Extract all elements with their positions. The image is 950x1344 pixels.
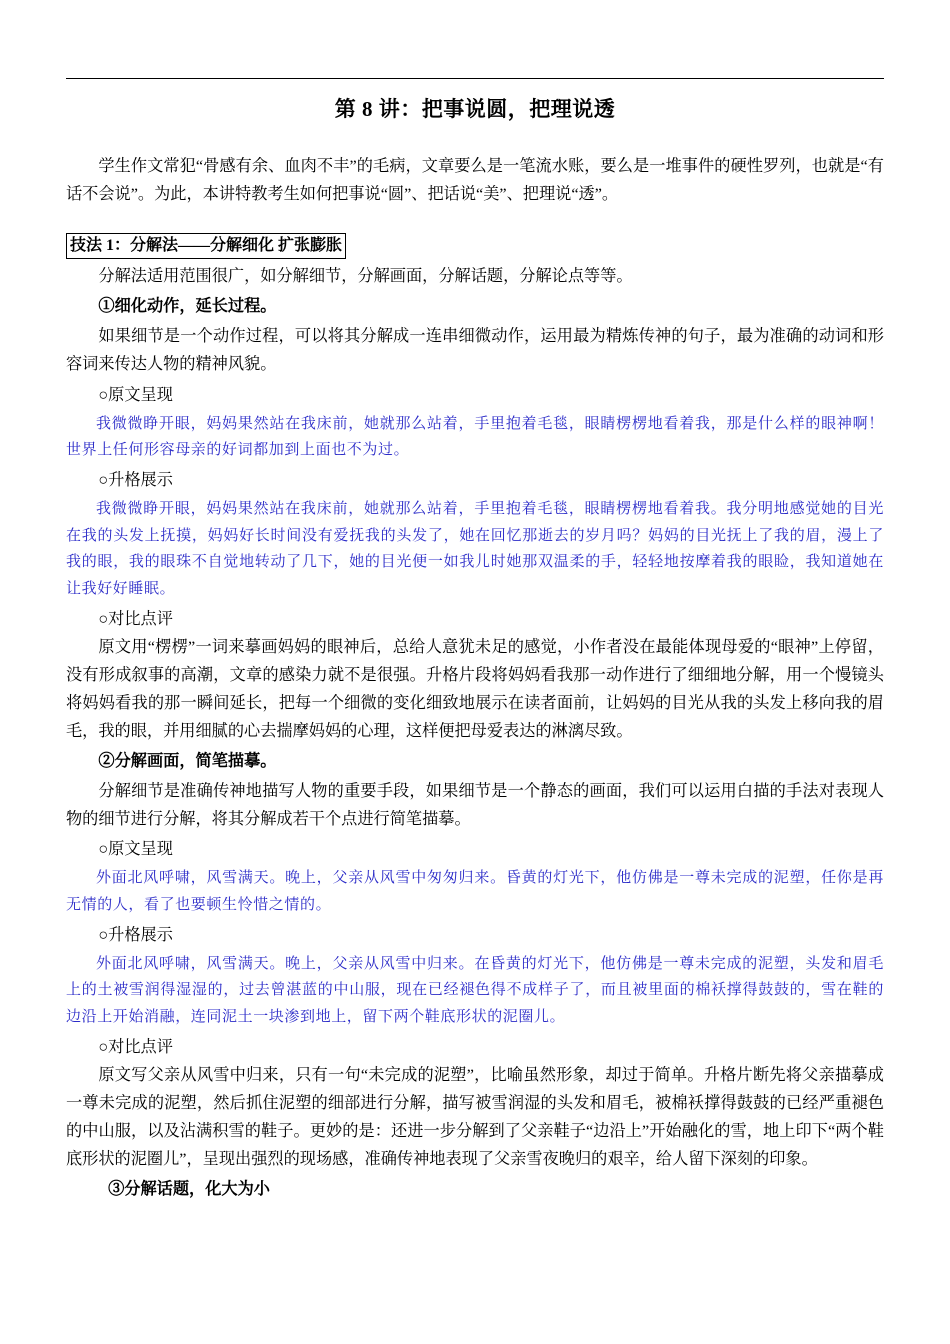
section1-lead: 分解法适用范围很广，如分解细节，分解画面，分解话题，分解论点等等。 (98, 267, 633, 286)
section-heading-technique-1: 技法 1：分解法——分解细化 扩张膨胀 (66, 233, 346, 260)
sub1-upgrade-text: 我微微睁开眼，妈妈果然站在我床前，她就那么站着，手里抱着毛毯，眼睛楞楞地看着我。我分明地感觉她的目光在我的头发上抚摸，妈妈好长时间没有爱抚我的头发了，她在回忆那逝去的岁月吗？妈妈的目光抚上了我的眉，漫上了我的眼，我的眼珠不自觉地转动了几下，她的目光便一如我儿时她那双温柔的手，轻轻地按摩着我的眼睑，我知道她在让我好好睡眠。 (66, 500, 884, 597)
page-title: 第 8 讲：把事说圆，把理说透 (334, 97, 616, 121)
sub2-label-compare: ○对比点评 (98, 1037, 173, 1056)
sub1-label-compare: ○对比点评 (98, 609, 173, 628)
sub1-title: ①细化动作，延长过程。 (98, 297, 277, 316)
sub1-label-upgrade: ○升格展示 (98, 470, 173, 489)
header-rule (66, 78, 884, 79)
intro-paragraph: 学生作文常犯“骨感有余、血肉不丰”的毛病，文章要么是一笔流水账，要么是一堆事件的硬性罗列，也就是“有话不会说”。为此，本讲特教考生如何把事说“圆”、把话说“美”、把理说“透”。 (66, 157, 884, 203)
sub2-original-text: 外面北风呼啸，风雪满天。晚上，父亲从风雪中匆匆归来。昏黄的灯光下，他仿佛是一尊未完成的泥塑，任你是再无情的人，看了也要顿生怜惜之情的。 (66, 870, 884, 914)
sub2-compare-text: 原文写父亲从风雪中归来，只有一句“未完成的泥塑”，比喻虽然形象，却过于简单。升格片断先将父亲描摹成一尊未完成的泥塑，然后抓住泥塑的细部进行分解，描写被雪润湿的头发和眉毛，被棉袄撑得鼓鼓的已经严重褪色的中山服，以及沾满积雪的鞋子。更妙的是：还进一步分解到了父亲鞋子“边沿上”开始融化的雪，地上印下“两个鞋底形状的泥圈儿”，呈现出强烈的现场感，准确传神地表现了父亲雪夜晚归的艰辛，给人留下深刻的印象。 (66, 1066, 884, 1169)
sub2-label-original: ○原文呈现 (98, 840, 173, 859)
sub2-title: ②分解画面，简笔描摹。 (98, 751, 277, 770)
sub1-label-original: ○原文呈现 (98, 385, 173, 404)
section-heading-wrapper (66, 219, 884, 264)
sub2-description: 分解细节是准确传神地描写人物的重要手段，如果细节是一个静态的画面，我们可以运用白描的手法对表现人物的细节进行分解，将其分解成若干个点进行简笔描摹。 (66, 781, 884, 828)
sub2-label-upgrade: ○升格展示 (98, 925, 173, 944)
sub1-description: 如果细节是一个动作过程，可以将其分解成一连串细微动作，运用最为精炼传神的句子，最为准确的动词和形容词来传达人物的精神风貌。 (66, 327, 884, 373)
sub2-upgrade-text: 外面北风呼啸，风雪满天。晚上，父亲从风雪中归来。在昏黄的灯光下，他仿佛是一尊未完成的泥塑，头发和眉毛上的土被雪润得湿湿的，过去曾湛蓝的中山服，现在已经褪色得不成样子了，而且被里面的棉袄撑得鼓鼓的，雪在鞋的边沿上开始消融，连同泥土一块渗到地上，留下两个鞋底形状的泥圈儿。 (66, 955, 884, 1025)
sub1-original-text: 我微微睁开眼，妈妈果然站在我床前，她就那么站着，手里抱着毛毯，眼睛楞楞地看着我，那是什么样的眼神啊！世界上任何形容母亲的好词都加到上面也不为过。 (66, 415, 884, 459)
sub3-title: ③分解话题，化大为小 (108, 1179, 270, 1198)
sub1-compare-text: 原文用“楞楞”一词来摹画妈妈的眼神后，总给人意犹未足的感觉，小作者没在最能体现母爱的“眼神”上停留，没有形成叙事的高潮，文章的感染力就不是很强。升格片段将妈妈看我那一动作进行了细细地分解，用一个慢镜头将妈妈看我的那一瞬间延长，把每一个细微的变化细致地展示在读者面前，让妈妈的目光从我的头发上移向我的眉毛，我的眼，并用细腻的心去揣摩妈妈的心理，这样便把母爱表达的淋漓尽致。 (66, 638, 884, 741)
